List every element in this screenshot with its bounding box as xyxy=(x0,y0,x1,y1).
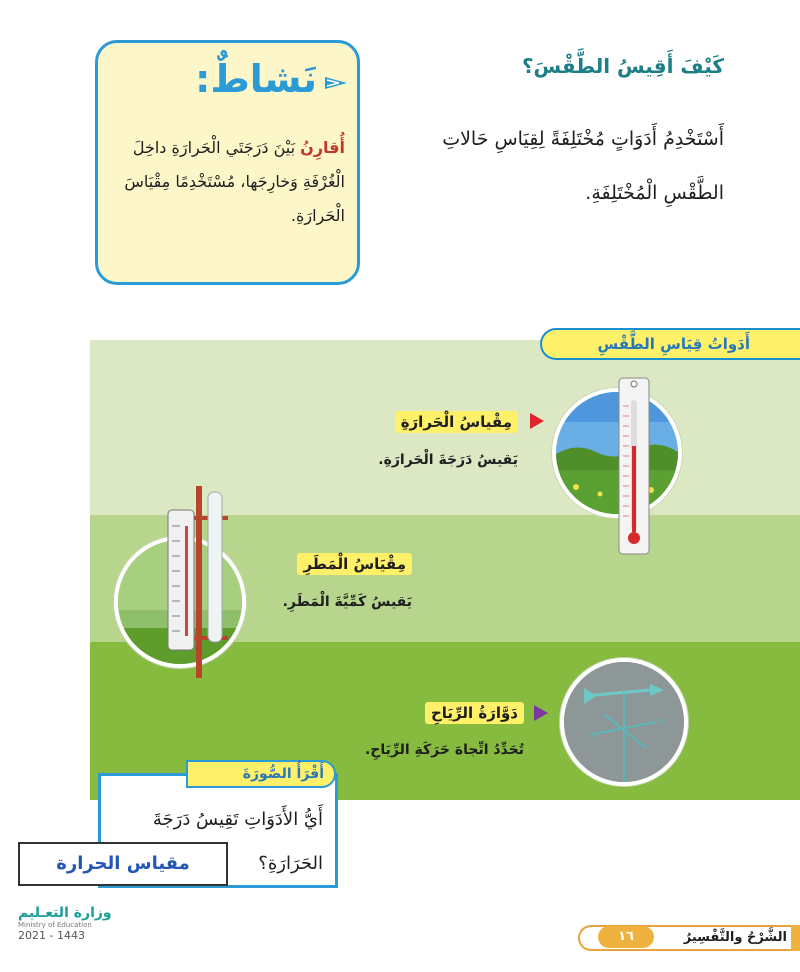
read-picture-question: أَيُّ الأَدَوَاتِ تَقِيسُ دَرَجَةَ الحَرَارَةِ؟ xyxy=(152,809,323,874)
thermometer-name: مِقْياسُ الْحَرارَةِ xyxy=(395,411,518,433)
page-tag-end xyxy=(791,925,800,951)
red-arrow-icon xyxy=(530,413,544,429)
tools-section-label: أَدَواتُ قِيَاسِ الطَّقْسِ xyxy=(540,328,800,360)
svg-text:S: S xyxy=(588,731,594,740)
ministry-name-ar: وزارة التعـليم xyxy=(18,905,112,921)
activity-box xyxy=(95,40,360,285)
rain-gauge-name: مِقْيَاسُ الْمَطَرِ xyxy=(297,553,412,575)
thermometer-icon xyxy=(617,376,651,558)
wind-vane-description: تُحَدِّدُ اتِّجاهَ حَرَكَةِ الرِّيَاحِ. xyxy=(364,742,524,758)
ministry-name-en: Ministry of Education xyxy=(18,921,92,929)
purple-arrow-icon xyxy=(534,705,548,721)
activity-marker-icon xyxy=(323,75,349,91)
wind-vane-photo xyxy=(560,658,688,786)
thermometer-description: يَقيسُ دَرَجَةَ الْحَرارَةِ. xyxy=(378,452,518,468)
activity-text xyxy=(105,131,345,233)
rain-gauge-icon xyxy=(160,486,240,678)
section-heading: كَيْفَ أَقِيسُ الطَّقْسَ؟ xyxy=(521,54,724,78)
wind-vane-name: دَوَّارَةُ الرِّيَاحِ xyxy=(425,702,524,724)
svg-text:N: N xyxy=(658,717,664,726)
activity-body: بَيْنَ دَرَجَتَي الْحَرارَةِ داخِلَ الْغُرْفَةِ وَخارِجَها، مُسْتَخْدِمًا مِقْيَاسَ الْحَرارَةِ. xyxy=(124,138,345,225)
answer-box: مقياس الحرارة xyxy=(18,842,228,886)
intro-paragraph: أَسْتَخْدِمُ أَدَوَاتٍ مُخْتَلِفَةً لِقِيَاسِ حَالاتِ الطَّقْسِ الْمُخْتَلِفَةِ. xyxy=(442,128,724,204)
page-number: ١٦ xyxy=(598,926,654,948)
ministry-logo xyxy=(18,905,138,942)
read-picture-label: أَقْرَأُ الصُّورَةَ xyxy=(186,760,336,788)
activity-lead-word: أُقارِنُ xyxy=(300,138,345,157)
rain-gauge-description: يَقيسُ كَمِّيَّةَ الْمَطَرِ. xyxy=(282,594,412,610)
academic-year: 2021 - 1443 xyxy=(18,929,85,942)
activity-title: نَشاطٌ: xyxy=(195,57,317,101)
section-footer-label: الشَّرْحُ والتَّفْسِيرُ xyxy=(578,925,793,951)
